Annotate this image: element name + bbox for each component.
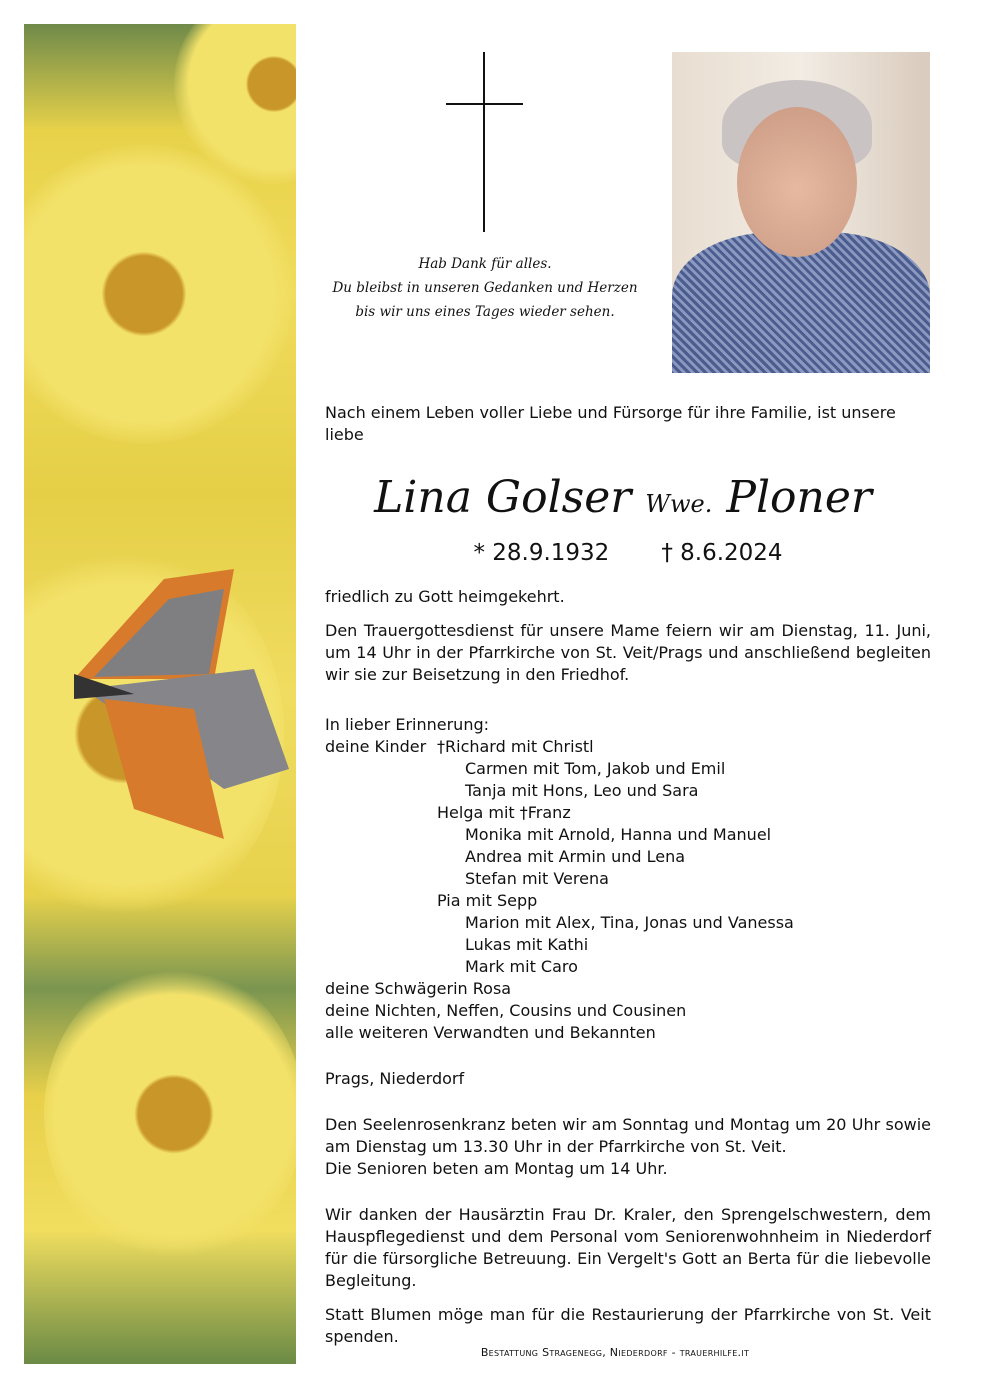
birth-date: * 28.9.1932 <box>473 540 610 566</box>
family-member: †Richard mit Christl <box>437 737 594 756</box>
family-member: Lukas mit Kathi <box>465 935 589 954</box>
obituary-text: Nach einem Leben voller Liebe und Fürsorge für ihre Familie, ist unsere liebe Lina Golser Wwe. Ploner * 28.9.1932 † 8.6.2024 friedlich zu Gott heimgekehrt. Den Trauergottesdienst für unsere Mame feiern wir am Dienstag, 11. Juni, um 14 Uhr in der Pfarrkirche von St. Veit/Prags und anschließend begleiten wir sie zur Beisetzung in den Friedhof. In lieber Erinnerung: deine Kinder †Richard mit Christl Carmen mit Tom, Jakob und Emil Tanja mit Hons, Leo und Sara Helga mit †Franz Monika mit Arnold, Hanna und Manuel Andrea mit Armin und Lena Stefan mit Verena Pia mit Sepp Marion mit Alex, Tina, Jonas und Vanessa Lukas mit Kathi Mark mit Caro deine Schwägerin Rosa deine Nichten, Neffen, Cousins und Cousinen alle weiteren Verwandten und Bekannten Prags, Niederdorf Den Seelenrosenkranz beten wir am Sonntag und Montag um 20 Uhr sowie am Dienstag um 13.30 Uhr in der Pfarrkirche von St. Veit. Die Senioren beten am Montag um 14 Uhr. Wir danken der Hausärztin Frau Dr. Kraler, den Sprengelschwestern, dem Hauspflegedienst und dem Personal vom Seniorenwohnheim in Niederdorf für die fürsorgliche Betreuung. Ein Vergelt's Gott an Berta für die liebevolle Begleitung. Statt Blumen möge man für die Restaurierung der Pfarrkirche von St. Veit spenden. <box>325 402 931 1348</box>
place: Prags, Niederdorf <box>325 1069 465 1088</box>
family-member: Pia mit Sepp <box>437 891 538 910</box>
cross-icon <box>446 52 523 232</box>
family-member: Tanja mit Hons, Leo und Sara <box>465 781 699 800</box>
memorial-quote: Hab Dank für alles. Du bleibst in unseren Gedanken und Herzen bis wir uns eines Tages wieder sehen. <box>332 256 638 320</box>
donation-note: Statt Blumen möge man für die Restaurierung der Pfarrkirche von St. Veit spenden. <box>325 1305 931 1346</box>
butterfly-icon <box>74 559 294 849</box>
deceased-name: Lina Golser Wwe. Ploner <box>374 472 872 523</box>
footer-credit: Bestattung Stragenegg, Niederdorf - trauerhilfe.it <box>480 1346 750 1359</box>
family-list: deine Kinder †Richard mit Christl Carmen mit Tom, Jakob und Emil Tanja mit Hons, Leo und Sara Helga mit †Franz Monika mit Arnold, Hanna und Manuel Andrea mit Armin und Lena Stefan mit Verena Pia mit Sepp Marion mit Alex, Tina, Jonas und Vanessa Lukas mit Kathi Mark mit Caro <box>325 736 931 978</box>
funeral-info: Den Trauergottesdienst für unsere Mame feiern wir am Dienstag, 11. Juni, um 14 Uhr in der Pfarrkirche von St. Veit/Prags und anschließend begleiten wir sie zur Beisetzung in den Friedhof. <box>325 621 931 684</box>
family-member: Carmen mit Tom, Jakob und Emil <box>465 759 726 778</box>
flower-butterfly-image <box>24 24 296 1364</box>
family-member: Mark mit Caro <box>465 957 578 976</box>
thanks: Wir danken der Hausärztin Frau Dr. Kraler, den Sprengelschwestern, dem Hauspflegedienst und dem Personal vom Seniorenwohnheim in Niederdorf für die fürsorgliche Betreuung. Ein Vergelt's Gott an Berta für die liebevolle Begleitung. <box>325 1205 931 1290</box>
family-member: Monika mit Arnold, Hanna und Manuel <box>465 825 772 844</box>
intro: Nach einem Leben voller Liebe und Fürsorge für ihre Familie, ist unsere liebe <box>325 403 896 444</box>
family-member: Andrea mit Armin und Lena <box>465 847 686 866</box>
family-member: Marion mit Alex, Tina, Jonas und Vanessa <box>465 913 794 932</box>
family-member: Helga mit †Franz <box>437 803 571 822</box>
death-date: † 8.6.2024 <box>661 540 783 566</box>
family-member: Stefan mit Verena <box>465 869 609 888</box>
portrait-photo <box>672 52 930 373</box>
rosary-info: Den Seelenrosenkranz beten wir am Sonntag und Montag um 20 Uhr sowie am Dienstag um 13.30 Uhr in der Pfarrkirche von St. Veit. <box>325 1115 931 1156</box>
life-dates <box>325 538 931 568</box>
